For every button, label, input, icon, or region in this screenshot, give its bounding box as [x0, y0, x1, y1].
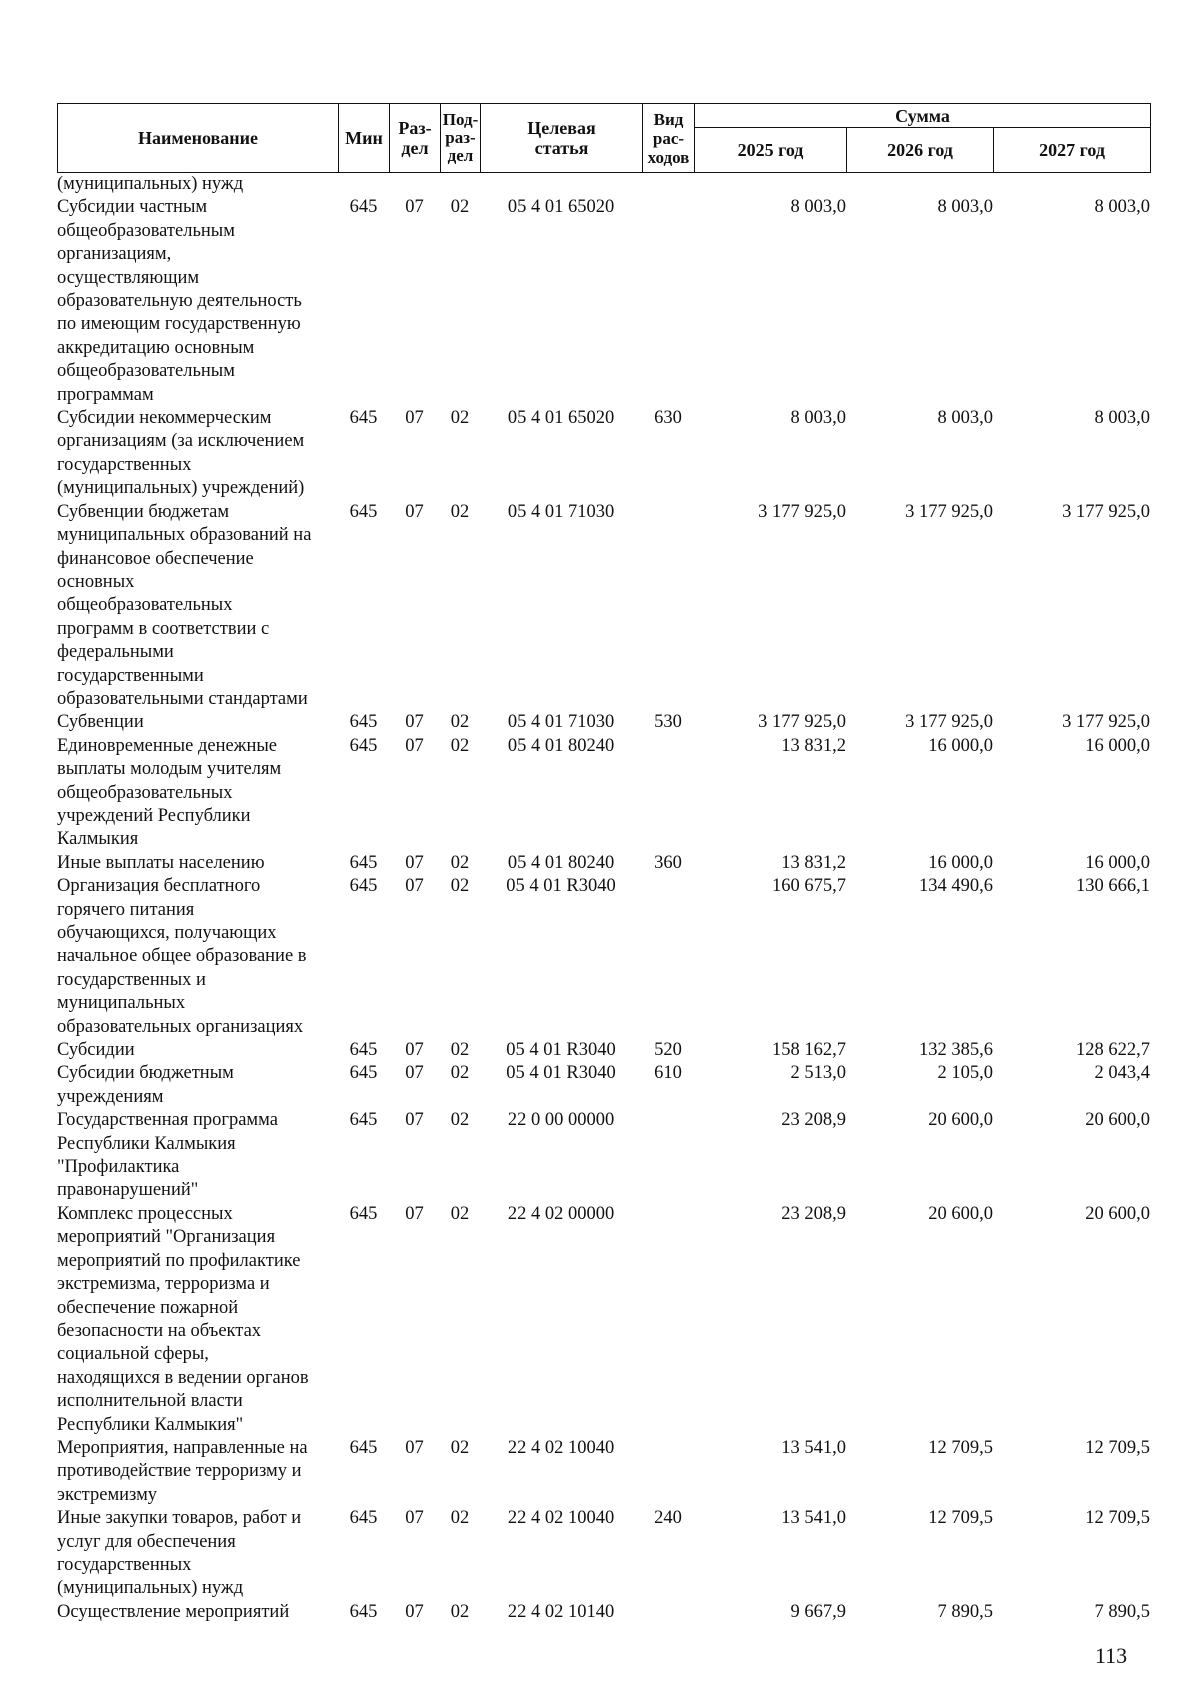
row-sum-2026: 3 177 925,0 — [905, 712, 993, 733]
row-sum-2027 — [993, 173, 1150, 196]
row-subsection: 02 — [450, 1508, 470, 1529]
row-ministry-code: 645 — [349, 1601, 378, 1622]
row-subsection: 02 — [450, 1437, 470, 1458]
row-ministry-code: 645 — [349, 1203, 378, 1224]
table-body — [57, 173, 1150, 1624]
row-expense-type: 360 — [654, 852, 682, 873]
row-section: 07 — [405, 1203, 424, 1224]
row-ministry-code: 645 — [349, 712, 378, 733]
row-sum-2027: 16 000,0 — [1085, 852, 1150, 873]
header-year-2027: 2027 год — [994, 128, 1151, 173]
row-sum-2025 — [694, 173, 846, 196]
budget-table-sheet — [57, 103, 1150, 1624]
row-ministry-code: 645 — [349, 197, 378, 218]
row-name: Осуществление мероприятий — [57, 1601, 290, 1622]
row-sum-2025: 158 162,7 — [772, 1040, 846, 1061]
row-subsection: 02 — [450, 1110, 470, 1131]
row-sum-2025: 23 208,9 — [781, 1110, 846, 1131]
table-row — [57, 1203, 1150, 1437]
row-target-article: 05 4 01 65020 — [507, 408, 615, 429]
table-row — [57, 852, 1150, 875]
row-name: Субвенции бюджетам муниципальных образований на финансовое обеспечение основных общеобразовательных программ в соответствии с федеральными государственными образовательными стандартами — [57, 501, 312, 709]
row-name: Организация бесплатного горячего питания обучающихся, получающих начальное общее образование в государственных и муниципальных образовательных организациях — [57, 876, 307, 1037]
row-target-article: 22 4 02 10040 — [507, 1508, 615, 1529]
row-sum-2027: 128 622,7 — [1076, 1040, 1150, 1061]
row-section: 07 — [405, 501, 424, 522]
row-sum-2027: 3 177 925,0 — [1062, 712, 1150, 733]
row-section: 07 — [405, 735, 424, 756]
row-section: 07 — [405, 1040, 424, 1061]
table-row — [57, 1507, 1150, 1601]
row-subsection: 02 — [450, 408, 470, 429]
row-target-article: 05 4 01 65020 — [507, 197, 615, 218]
row-section: 07 — [405, 1063, 424, 1084]
row-name: Комплекс процессных мероприятий "Организация мероприятий по профилактике экстремизма, терроризма и обеспечение пожарной безопасности на объектах социальной сферы, находящихся в ведении органов исполнительной власти Республики Калмыкия" — [57, 1203, 309, 1435]
row-subsection: 02 — [450, 852, 470, 873]
row-section: 07 — [405, 1508, 424, 1529]
row-ministry-code: 645 — [349, 501, 378, 522]
row-sum-2025: 2 513,0 — [790, 1063, 846, 1084]
table-row — [57, 711, 1150, 734]
row-sum-2025: 160 675,7 — [772, 876, 846, 897]
row-section: 07 — [405, 852, 424, 873]
table-row — [57, 875, 1150, 1039]
row-name: Субсидии — [57, 1040, 135, 1061]
row-ministry-code: 645 — [349, 876, 378, 897]
row-expense-type — [642, 1437, 694, 1507]
table-header — [57, 103, 1151, 173]
row-sum-2025: 3 177 925,0 — [758, 712, 846, 733]
row-name: Единовременные денежные выплаты молодым учителям общеобразовательных учреждений Республики Калмыкия — [57, 735, 282, 850]
table-row — [57, 1039, 1150, 1062]
row-sum-2027: 7 890,5 — [1094, 1601, 1150, 1622]
row-expense-type: 240 — [654, 1508, 682, 1529]
row-target-article: 05 4 01 R3040 — [506, 1063, 616, 1084]
row-name: Субсидии частным общеобразовательным организациям, осуществляющим образовательную деятельность по имеющим государственную аккредитацию основным общеобразовательным программам — [57, 197, 302, 405]
row-sum-2026: 8 003,0 — [937, 197, 993, 218]
row-name: Мероприятия, направленные на противодействие терроризму и экстремизму — [57, 1437, 308, 1505]
row-sum-2027: 20 600,0 — [1085, 1203, 1150, 1224]
row-subsection: 02 — [450, 1203, 470, 1224]
row-subsection: 02 — [450, 876, 470, 897]
row-ministry-code: 645 — [349, 1437, 378, 1458]
row-sum-2027: 8 003,0 — [1094, 197, 1150, 218]
row-target-article: 05 4 01 R3040 — [506, 876, 616, 897]
page-number: 113 — [1095, 1643, 1128, 1668]
row-target-article: 05 4 01 80240 — [507, 852, 615, 873]
row-ministry-code: 645 — [349, 852, 378, 873]
row-sum-2027: 20 600,0 — [1085, 1110, 1150, 1131]
row-sum-2027: 3 177 925,0 — [1062, 501, 1150, 522]
row-sum-2026 — [846, 173, 993, 196]
table-row — [57, 501, 1150, 712]
header-year-2026: 2026 год — [847, 128, 994, 173]
header-sum: Сумма — [695, 104, 1151, 128]
row-expense-type — [642, 1203, 694, 1437]
row-name: Субсидии некоммерческим организациям (за исключением государственных (муниципальных) учреждений) — [57, 408, 305, 499]
header-podrazdel: Под- раз- дел — [441, 104, 481, 173]
row-sum-2026: 12 709,5 — [928, 1508, 993, 1529]
row-sum-2025: 13 541,0 — [781, 1437, 846, 1458]
row-sum-2025: 13 831,2 — [781, 852, 846, 873]
row-sum-2026: 132 385,6 — [919, 1040, 993, 1061]
row-name: Иные выплаты населению — [57, 852, 265, 873]
row-target-article: 05 4 01 71030 — [507, 712, 615, 733]
row-ministry-code: 645 — [349, 1040, 378, 1061]
row-subsection: 02 — [450, 1040, 470, 1061]
row-expense-type: 520 — [654, 1040, 682, 1061]
table-row — [57, 173, 1150, 196]
row-name: Иные закупки товаров, работ и услуг для обеспечения государственных (муниципальных) нужд — [57, 1508, 302, 1599]
row-sum-2025: 3 177 925,0 — [758, 501, 846, 522]
header-name: Наименование — [58, 104, 339, 173]
row-ministry-code: 645 — [349, 408, 378, 429]
row-sum-2026: 20 600,0 — [928, 1203, 993, 1224]
row-sum-2026: 20 600,0 — [928, 1110, 993, 1131]
row-section: 07 — [405, 1437, 424, 1458]
row-section — [389, 173, 440, 196]
row-target-article: 05 4 01 R3040 — [506, 1040, 616, 1061]
row-ministry-code: 645 — [349, 1508, 378, 1529]
header-razdel: Раз- дел — [390, 104, 441, 173]
row-sum-2025: 23 208,9 — [781, 1203, 846, 1224]
row-expense-type — [642, 196, 694, 407]
row-sum-2026: 12 709,5 — [928, 1437, 993, 1458]
row-target-article — [480, 173, 642, 196]
header-expense-type: Вид рас- ходов — [643, 104, 695, 173]
row-sum-2026: 3 177 925,0 — [905, 501, 993, 522]
row-sum-2026: 8 003,0 — [937, 408, 993, 429]
row-target-article: 05 4 01 80240 — [507, 735, 615, 756]
row-sum-2026: 134 490,6 — [919, 876, 993, 897]
row-section: 07 — [405, 876, 424, 897]
row-sum-2026: 2 105,0 — [937, 1063, 993, 1084]
row-expense-type — [642, 1109, 694, 1203]
row-sum-2025: 8 003,0 — [790, 408, 846, 429]
header-year-2025: 2025 год — [695, 128, 847, 173]
header-target-article: Целевая статья — [481, 104, 643, 173]
row-target-article: 22 0 00 00000 — [507, 1110, 615, 1131]
row-sum-2025: 8 003,0 — [790, 197, 846, 218]
table-row — [57, 1109, 1150, 1203]
row-sum-2026: 16 000,0 — [928, 852, 993, 873]
row-ministry-code: 645 — [349, 1063, 378, 1084]
row-expense-type — [642, 875, 694, 1039]
row-name: (муниципальных) нужд — [57, 174, 244, 194]
row-ministry-code — [338, 173, 389, 196]
row-expense-type — [642, 173, 694, 196]
row-expense-type — [642, 1601, 694, 1624]
table-row — [57, 1437, 1150, 1507]
row-section: 07 — [405, 197, 424, 218]
row-expense-type: 530 — [654, 712, 682, 733]
row-name: Государственная программа Республики Калмыкия "Профилактика правонарушений" — [57, 1110, 278, 1201]
row-sum-2025: 13 541,0 — [781, 1508, 846, 1529]
table-row — [57, 407, 1150, 501]
row-subsection: 02 — [450, 1063, 470, 1084]
row-sum-2027: 12 709,5 — [1085, 1437, 1150, 1458]
row-sum-2027: 12 709,5 — [1085, 1508, 1150, 1529]
row-expense-type: 610 — [654, 1063, 682, 1084]
row-target-article: 05 4 01 71030 — [507, 501, 615, 522]
row-sum-2025: 9 667,9 — [790, 1601, 846, 1622]
row-sum-2027: 16 000,0 — [1085, 735, 1150, 756]
row-subsection: 02 — [450, 712, 470, 733]
row-section: 07 — [405, 1110, 424, 1131]
row-sum-2027: 8 003,0 — [1094, 408, 1150, 429]
row-subsection: 02 — [450, 1601, 470, 1622]
header-min: Мин — [339, 104, 390, 173]
row-section: 07 — [405, 712, 424, 733]
row-expense-type — [642, 735, 694, 852]
row-subsection — [440, 173, 480, 196]
row-target-article: 22 4 02 10140 — [507, 1601, 615, 1622]
row-subsection: 02 — [450, 501, 470, 522]
row-section: 07 — [405, 408, 424, 429]
row-name: Субвенции — [57, 712, 144, 733]
row-expense-type — [642, 501, 694, 712]
table-row — [57, 1062, 1150, 1109]
table-row — [57, 196, 1150, 407]
row-subsection: 02 — [450, 735, 470, 756]
table-row — [57, 1601, 1150, 1624]
row-sum-2025: 13 831,2 — [781, 735, 846, 756]
row-sum-2027: 130 666,1 — [1076, 876, 1150, 897]
row-expense-type: 630 — [654, 408, 682, 429]
row-target-article: 22 4 02 00000 — [507, 1203, 615, 1224]
row-sum-2026: 7 890,5 — [937, 1601, 993, 1622]
row-ministry-code: 645 — [349, 1110, 378, 1131]
row-ministry-code: 645 — [349, 735, 378, 756]
row-sum-2026: 16 000,0 — [928, 735, 993, 756]
row-subsection: 02 — [450, 197, 470, 218]
row-section: 07 — [405, 1601, 424, 1622]
row-name: Субсидии бюджетным учреждениям — [57, 1063, 234, 1107]
table-row — [57, 735, 1150, 852]
row-sum-2027: 2 043,4 — [1094, 1063, 1150, 1084]
row-target-article: 22 4 02 10040 — [507, 1437, 615, 1458]
